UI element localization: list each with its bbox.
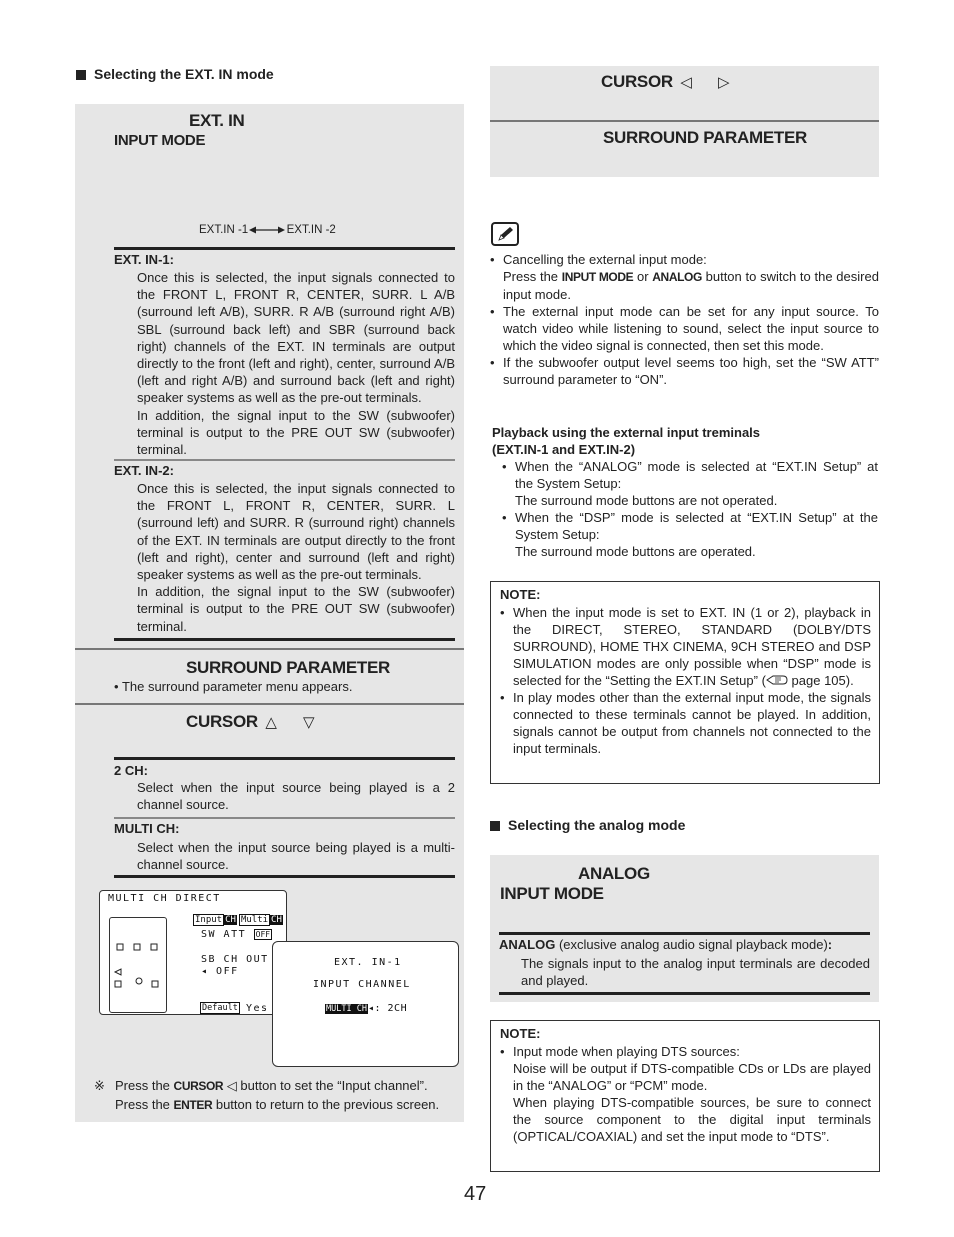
multi-ch-term: MULTI CH: bbox=[114, 821, 180, 836]
ext-in-2-description: Once this is selected, the input signals connected to the FRONT L, FRONT R, CENTER, SURR. L (surround left) and SURR. R (surround right) channels of the EXT. IN terminals are output directly to the front (left and right), center and surround (left and right) speaker systems as well as the pre-out terminals. In addition, the signal input to the SW (subwoofer) terminal is output to the PRE OUT SW (subwoofer) terminal. bbox=[137, 481, 455, 634]
two-ch-description: Select when the input source being played is a 2 channel source. bbox=[137, 780, 455, 813]
cursor-down-icon: ▽ bbox=[303, 714, 315, 731]
page-reference-icon bbox=[766, 674, 788, 686]
playback-title: Playback using the external input treminals bbox=[492, 425, 761, 440]
toggle-ext-in-2: EXT.IN -2 bbox=[286, 224, 336, 236]
footnote: ※ Press the CURSOR ◁ button to set the “Input channel”. Press the ENTER button to return to the previous screen. bbox=[94, 1078, 440, 1112]
cursor-left-icon: ◁ bbox=[680, 74, 692, 91]
divider bbox=[114, 757, 455, 760]
playback-item: • When the “ANALOG” mode is selected at “EXT.IN Setup” at the System Setup: The surround mode buttons are not operated. bbox=[502, 458, 878, 509]
note-title: NOTE: bbox=[500, 1026, 541, 1041]
pencil-icon bbox=[491, 222, 519, 246]
note-title: NOTE: bbox=[500, 587, 541, 602]
divider bbox=[499, 992, 870, 995]
osd-front-line1: EXT. IN-1 bbox=[334, 957, 402, 968]
analog-key-label: ANALOG bbox=[652, 270, 702, 284]
memo-item: • If the subwoofer output level seems too high, set the “SW ATT” surround parameter to “ON”. bbox=[490, 354, 879, 388]
divider bbox=[499, 932, 870, 935]
note-item: • Input mode when playing DTS sources: Noise will be output if DTS-compatible CDs or LDs are played in the “ANALOG” or “PCM” mode. When playing DTS-compatible sources, be sure to connect the source component to the digital input terminals (OPTICAL/COAXIAL) and set the input mode to “DTS”. bbox=[500, 1043, 871, 1145]
osd-back-yes: Yes bbox=[246, 1003, 269, 1014]
speaker-icons bbox=[110, 918, 166, 1012]
osd-front-line2: INPUT CHANNEL bbox=[313, 979, 411, 990]
playback-subtitle: (EXT.IN-1 and EXT.IN-2) bbox=[492, 442, 636, 457]
section-title-analog: Selecting the analog mode bbox=[490, 817, 685, 833]
speaker-layout-diagram bbox=[109, 917, 167, 1013]
enter-key-label: ENTER bbox=[173, 1097, 213, 1112]
osd-back-default-button: Default bbox=[202, 1003, 238, 1013]
divider bbox=[114, 817, 455, 819]
ext-in-1-term: EXT. IN-1: bbox=[114, 252, 174, 267]
square-bullet-icon bbox=[490, 821, 500, 831]
step1-subheading: INPUT MODE bbox=[114, 132, 206, 149]
osd-back-sw-att: SW ATT OFF bbox=[201, 929, 271, 940]
osd-back-title: MULTI CH DIRECT bbox=[108, 893, 221, 904]
step3-heading: CURSOR △ ▽ bbox=[186, 712, 315, 731]
toggle-ext-in-1: EXT.IN -1 bbox=[199, 224, 249, 236]
osd-screen-front bbox=[272, 941, 459, 1067]
cursor-up-icon: △ bbox=[265, 714, 277, 731]
playback-section bbox=[492, 424, 878, 560]
step4-heading: CURSOR ◁ ▷ bbox=[601, 72, 730, 91]
osd-screen-back bbox=[99, 890, 287, 1015]
step2-bullet: • The surround parameter menu appears. bbox=[114, 679, 353, 694]
divider bbox=[114, 875, 455, 878]
osd-back-input-row: Input CH Multi CH bbox=[195, 915, 282, 925]
step5-heading: SURROUND PARAMETER bbox=[603, 128, 807, 147]
step1-heading: EXT. IN bbox=[189, 111, 245, 130]
step2-heading: SURROUND PARAMETER bbox=[186, 658, 390, 677]
input-mode-key-label: INPUT MODE bbox=[561, 270, 634, 284]
square-bullet-icon bbox=[76, 70, 86, 80]
cursor-right-icon: ▷ bbox=[718, 74, 730, 91]
osd-back-sb-ch-out: SB CH OUT bbox=[201, 954, 269, 965]
section-title-ext-in: Selecting the EXT. IN mode bbox=[76, 66, 274, 82]
memo-item: • The external input mode can be set for any input source. To watch video while listening to sound, select the input source to which the video signal is connected, then set this mode. bbox=[490, 303, 879, 354]
memo-notes bbox=[490, 251, 879, 388]
ext-in-1-description: Once this is selected, the input signals connected to the FRONT L, FRONT R, CENTER, SURR. L A/B (surround left A/B), SURR. R A/B (surround right A/B) SBL (surround back left) and SBR (surround back right) channels of the EXT. IN terminals are output directly to the front (left and right), center, surround A/B (left and right A/B) and surround back (left and right) speaker systems as well as the pre-out terminals. In addition, the signal input to the SW (subwoofer) terminal is output to the PRE OUT SW (subwoofer) terminal. bbox=[137, 270, 455, 458]
analog-description: The signals input to the analog input terminals are decoded and played. bbox=[521, 956, 870, 989]
cursor-key-label: CURSOR bbox=[173, 1079, 224, 1093]
multi-ch-description: Select when the input source being played is a multi-channel source. bbox=[137, 840, 455, 873]
analog-term-line: ANALOG (exclusive analog audio signal playback mode): bbox=[499, 937, 833, 952]
note-box-dts bbox=[490, 1020, 880, 1172]
osd-front-line3: MULTI CH◂: 2CH bbox=[326, 1003, 408, 1014]
ext-in-2-term: EXT. IN-2: bbox=[114, 463, 174, 478]
divider bbox=[114, 459, 455, 461]
memo-item: • Cancelling the external input mode: Press the INPUT MODE or ANALOG button to switch to the desired input mode. bbox=[490, 251, 879, 303]
divider bbox=[114, 247, 455, 250]
analog-heading: ANALOG bbox=[578, 864, 650, 883]
double-arrow-icon bbox=[249, 225, 285, 235]
playback-item: • When the “DSP” mode is selected at “EXT.IN Setup” at the System Setup: The surround mode buttons are operated. bbox=[502, 509, 878, 560]
note-box-ext-in bbox=[490, 581, 880, 784]
analog-subheading: INPUT MODE bbox=[500, 884, 604, 903]
divider bbox=[114, 638, 455, 641]
note-item: • When the input mode is set to EXT. IN (1 or 2), playback in the DIRECT, STEREO, STANDARD (DOLBY/DTS SURROUND), HOME THX CINEMA, 9CH STEREO and DSP SIMULATION modes are only possible when “DSP” mode is selected for the “Setting the EXT.IN Setup” ( page 105). bbox=[500, 604, 871, 689]
cursor-left-icon: ◁ bbox=[226, 1078, 237, 1093]
two-ch-term: 2 CH: bbox=[114, 763, 148, 778]
input-mode-toggle-diagram bbox=[199, 224, 336, 236]
note-item: • In play modes other than the external input mode, the signals connected to these terminals cannot be played. In addition, signals cannot be output from channels not connected to the input terminals. bbox=[500, 689, 871, 757]
osd-back-sb-ch-out-value: ◂ OFF bbox=[201, 966, 239, 977]
page-number: 47 bbox=[464, 1183, 487, 1205]
